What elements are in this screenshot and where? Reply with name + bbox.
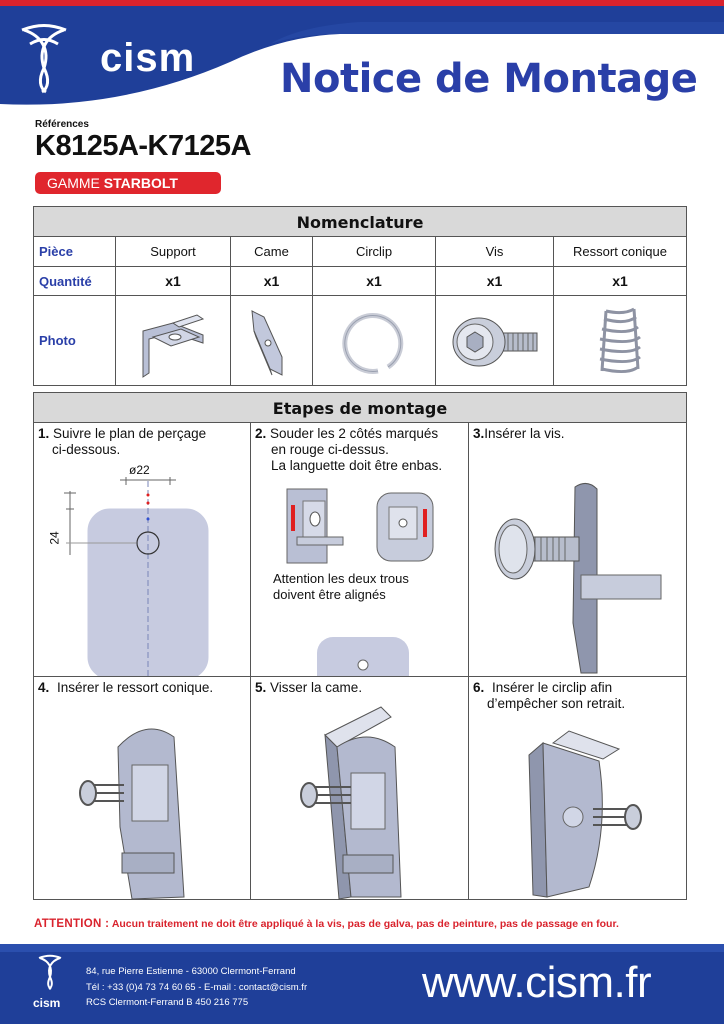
part-name: Support bbox=[116, 237, 231, 266]
step-line: en rouge ci-dessus. bbox=[271, 442, 389, 457]
reference-value: K8125A-K7125A bbox=[35, 130, 251, 162]
note-line: doivent être alignés bbox=[273, 587, 386, 602]
note-line: Attention les deux trous bbox=[273, 571, 409, 586]
part-name: Ressort conique bbox=[573, 244, 667, 259]
footer-address: 84, rue Pierre Estienne - 63000 Clermont-Ferrand bbox=[86, 966, 296, 977]
gamme-badge bbox=[35, 172, 221, 194]
insert-spring-diagram bbox=[34, 677, 251, 899]
part-name: Circlip bbox=[313, 237, 436, 266]
step-3 bbox=[469, 423, 686, 677]
step-2-text bbox=[255, 426, 442, 474]
attention-text: Aucun traitement ne doit être appliqué à la vis, pas de galva, pas de peinture, pas de passage en four. bbox=[111, 918, 619, 930]
step-number: 3. bbox=[473, 426, 485, 441]
step-3-text bbox=[473, 426, 565, 442]
step-number: 5. bbox=[255, 680, 267, 695]
nomenclature-table bbox=[33, 206, 687, 386]
piece-row bbox=[34, 237, 686, 267]
brand-logo-text: cism bbox=[100, 36, 196, 80]
step-2 bbox=[251, 423, 469, 677]
part-qty: x1 bbox=[436, 267, 554, 295]
photo-vis bbox=[436, 296, 554, 385]
step-4 bbox=[34, 677, 251, 899]
step-line: ci-dessous. bbox=[52, 442, 121, 457]
photo-ressort bbox=[554, 296, 686, 385]
step-line: Insérer le ressort conique. bbox=[57, 680, 214, 695]
footer-logo-icon bbox=[39, 956, 61, 989]
footer-contact: Tél : +33 (0)4 73 74 60 65 - E-mail : contact@cism.fr bbox=[86, 982, 308, 993]
step-line: Insérer la vis. bbox=[484, 426, 565, 441]
step-number: 1. bbox=[38, 426, 50, 441]
step-1-text bbox=[38, 426, 206, 458]
page-title: Notice de Montage bbox=[280, 56, 698, 102]
part-name: Came bbox=[231, 237, 313, 266]
photo-label: Photo bbox=[34, 296, 116, 385]
step-line: Souder les 2 côtés marqués bbox=[270, 426, 439, 441]
step-line: La languette doit être enbas. bbox=[271, 458, 443, 473]
support-bracket-icon bbox=[133, 301, 213, 381]
screw-icon bbox=[445, 301, 545, 381]
step-2-note bbox=[273, 571, 409, 603]
piece-label: Pièce bbox=[34, 237, 116, 266]
step-line: Suivre le plan de perçage bbox=[53, 426, 207, 441]
dimension-diameter: ø22 bbox=[129, 463, 150, 477]
step-5 bbox=[251, 677, 469, 899]
steps-title: Etapes de montage bbox=[34, 393, 686, 423]
nomenclature-title: Nomenclature bbox=[34, 207, 686, 237]
circlip-icon bbox=[334, 301, 414, 381]
photo-row bbox=[34, 296, 686, 385]
attention-label: ATTENTION : bbox=[34, 918, 110, 930]
conical-spring-icon bbox=[590, 301, 650, 381]
quantite-row bbox=[34, 267, 686, 296]
step-line: Insérer le circlip afin bbox=[492, 680, 613, 695]
part-qty: x1 bbox=[313, 267, 436, 295]
drilling-plan-diagram bbox=[34, 423, 251, 677]
step-6 bbox=[469, 677, 686, 899]
photo-support bbox=[116, 296, 231, 385]
footer-brand: cism bbox=[33, 996, 61, 1010]
part-qty: x1 bbox=[612, 273, 628, 289]
step-line: d’empêcher son retrait. bbox=[487, 696, 626, 711]
step-number: 2. bbox=[255, 426, 267, 441]
step-number: 6. bbox=[473, 680, 485, 695]
step-number: 4. bbox=[38, 680, 50, 695]
quantite-label: Quantité bbox=[34, 267, 116, 295]
step-4-text bbox=[38, 680, 213, 696]
gamme-prefix: GAMME bbox=[47, 175, 100, 191]
step-1 bbox=[34, 423, 251, 677]
reference-label: Références bbox=[35, 119, 89, 130]
step-line: Visser la came. bbox=[270, 680, 363, 695]
cam-icon bbox=[242, 301, 302, 381]
photo-came bbox=[231, 296, 313, 385]
part-qty: x1 bbox=[116, 267, 231, 295]
website-link[interactable]: www.cism.fr bbox=[422, 958, 652, 1007]
steps-section bbox=[33, 392, 687, 900]
step-6-text bbox=[473, 680, 625, 712]
gamme-name: STARBOLT bbox=[103, 175, 178, 191]
part-name: Vis bbox=[436, 237, 554, 266]
part-qty: x1 bbox=[231, 267, 313, 295]
insert-screw-diagram bbox=[469, 423, 686, 677]
footer-rcs: RCS Clermont-Ferrand B 450 216 775 bbox=[86, 997, 249, 1008]
photo-circlip bbox=[313, 296, 436, 385]
attention-note bbox=[34, 918, 619, 930]
screw-cam-diagram bbox=[251, 677, 469, 899]
step-5-text bbox=[255, 680, 362, 696]
dimension-height: 24 bbox=[47, 531, 62, 545]
